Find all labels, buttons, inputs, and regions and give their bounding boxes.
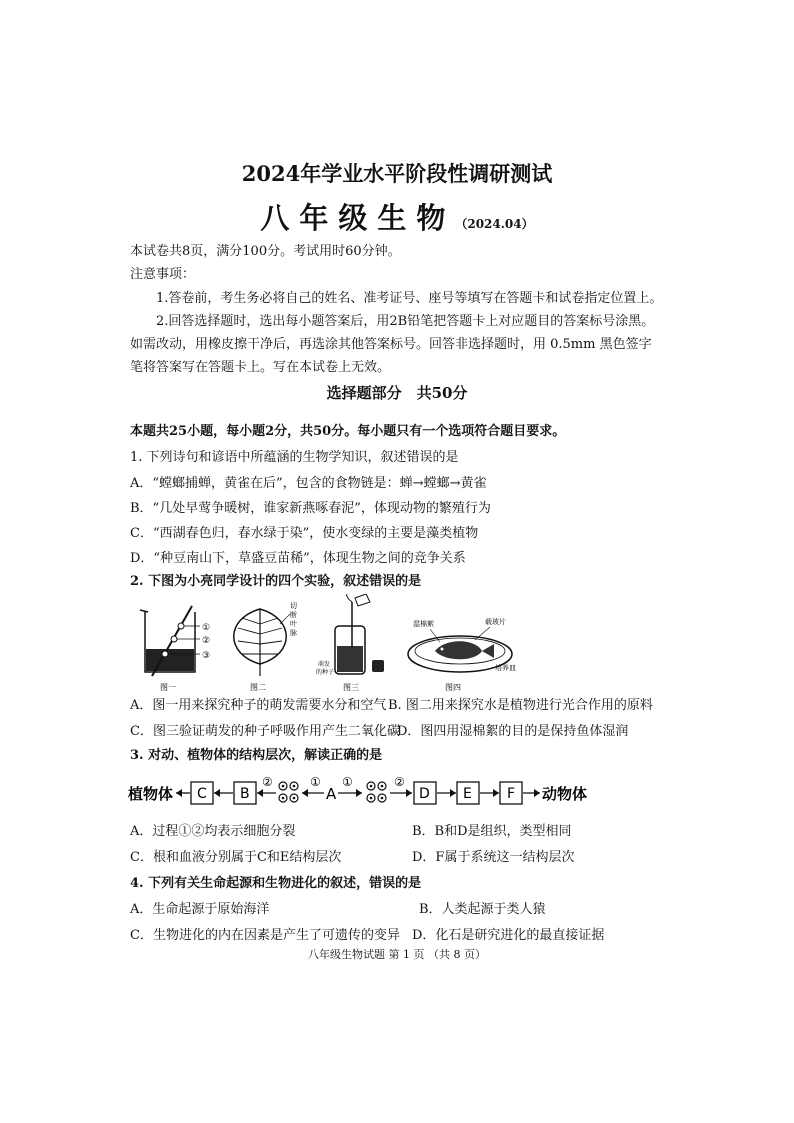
leaf-label-4: 脉 [290,629,297,637]
fig4-dish [408,617,516,692]
q1-option-c: C．“西湖春色归，春水绿于染”，使水变绿的主要是藻类植物 [130,526,479,541]
notice-item-1: 1.答卷前，考生务必将自己的姓名、准考证号、座号等填写在答题卡和试卷指定位置上。 [156,291,663,306]
q3-diagram [128,774,598,814]
section-instruction: 本题共25小题，每小题2分，共50分。每小题只有一个选项符合题目要求。 [130,424,566,439]
exam-info: 本试卷共8页，满分100分。考试用时60分钟。 [130,244,401,259]
leaf-label-1: 切 [290,602,297,610]
mark-left-2: ② [262,775,273,789]
fig4-label-slide: 载玻片 [485,618,506,626]
fig3-jar [316,594,384,692]
mark-right-2: ② [394,775,405,789]
q1-option-b: B．“几处早莺争暖树，谁家新燕啄春泥”，体现动物的繁殖行为 [130,501,491,516]
mark-right-1: ① [342,775,353,789]
fig2-label: 图二 [250,683,266,692]
notice-item-2: 2.回答选择题时，选出每小题答案后，用2B铅笔把答题卡上对应题目的答案标号涂黑。 [156,314,655,329]
subject-title [0,196,794,237]
cells-left [279,782,298,802]
q3-stem: 3. 对动、植物体的结构层次，解读正确的是 [130,748,383,763]
q2-stem: 2. 下图为小亮同学设计的四个实验，叙述错误的是 [130,574,422,589]
section-title: 选择题部分 共50分 [326,384,468,402]
exam-title: 2024年学业水平阶段性调研测试 [241,161,553,186]
box-f-label: F [507,786,516,802]
q3-option-a: A．过程①②均表示细胞分裂 [130,824,296,839]
subject-name: 八年级生物 [260,201,456,235]
mark-left-1: ① [310,775,321,789]
q3-option-c: C．根和血液分别属于C和E结构层次 [130,850,342,865]
fig1-beaker [140,606,210,692]
box-c-label: C [197,786,207,802]
q4-stem: 4. 下列有关生命起源和生物进化的叙述，错误的是 [130,876,422,891]
notice-item-2-cont: 如需改动，用橡皮擦干净后，再选涂其他答案标号。回答非选择题时，用 0.5mm 黑色签字 [130,337,652,352]
q1-stem: 1. 下列诗句和谚语中所蕴涵的生物学知识，叙述错误的是 [130,450,459,465]
page-footer: 八年级生物试题 第 1 页 （共 8 页） [308,948,486,961]
q2-figures [130,594,670,694]
notice-title: 注意事项： [130,267,196,282]
diagram-center: A [326,785,337,803]
box-b-label: B [240,786,250,802]
fig1-mark-3: ③ [202,651,211,661]
fig3-label: 图三 [343,683,359,692]
fig1-label: 图一 [160,683,176,692]
q4-option-d: D．化石是研究进化的最直接证据 [412,928,605,943]
notice-item-2-end: 笔将答案写在答题卡上。写在本试卷上无效。 [130,360,391,375]
q2-option-b: B. 图二用来探究水是植物进行光合作用的原料 [388,698,653,713]
leaf-label-3: 叶 [290,620,297,628]
fig1-mark-2: ② [202,636,211,646]
leaf-label-2: 断 [290,611,297,619]
box-e-label: E [463,786,472,802]
fig1-mark-1: ① [202,623,211,633]
q3-option-d: D．F属于系统这一结构层次 [412,850,575,865]
q4-option-c: C．生物进化的内在因素是产生了可遗传的变异 [130,928,400,943]
exam-date: （2024.04） [455,217,534,231]
seed-label-1: 萌发 [318,661,331,668]
q4-option-b: B．人类起源于类人猿 [419,902,546,917]
seed-label-2: 的种子 [316,669,335,676]
q2-option-d: D．图四用湿棉絮的目的是保持鱼体湿润 [397,724,629,739]
q1-option-a: A．“螳螂捕蝉，黄雀在后”，包含的食物链是：蝉→螳螂→黄雀 [130,476,487,491]
q3-option-b: B．B和D是组织，类型相同 [412,824,572,839]
diagram-animal: 动物体 [542,785,588,803]
diagram-plant: 植物体 [128,785,174,803]
fig2-leaf [234,601,297,692]
q4-option-a: A．生命起源于原始海洋 [130,902,270,917]
fig4-label-cotton: 湿棉絮 [413,620,434,628]
fig4-label-dish: 培养皿 [495,664,516,672]
q2-option-a: A．图一用来探究种子的萌发需要水分和空气 [130,698,387,713]
cells-right [367,782,386,802]
fig4-label: 图四 [445,683,461,692]
q2-option-c: C．图三验证萌发的种子呼吸作用产生二氧化碳 [130,724,400,739]
box-d-label: D [419,786,430,802]
q1-option-d: D．“种豆南山下，草盛豆苗稀”，体现生物之间的竞争关系 [130,551,466,566]
